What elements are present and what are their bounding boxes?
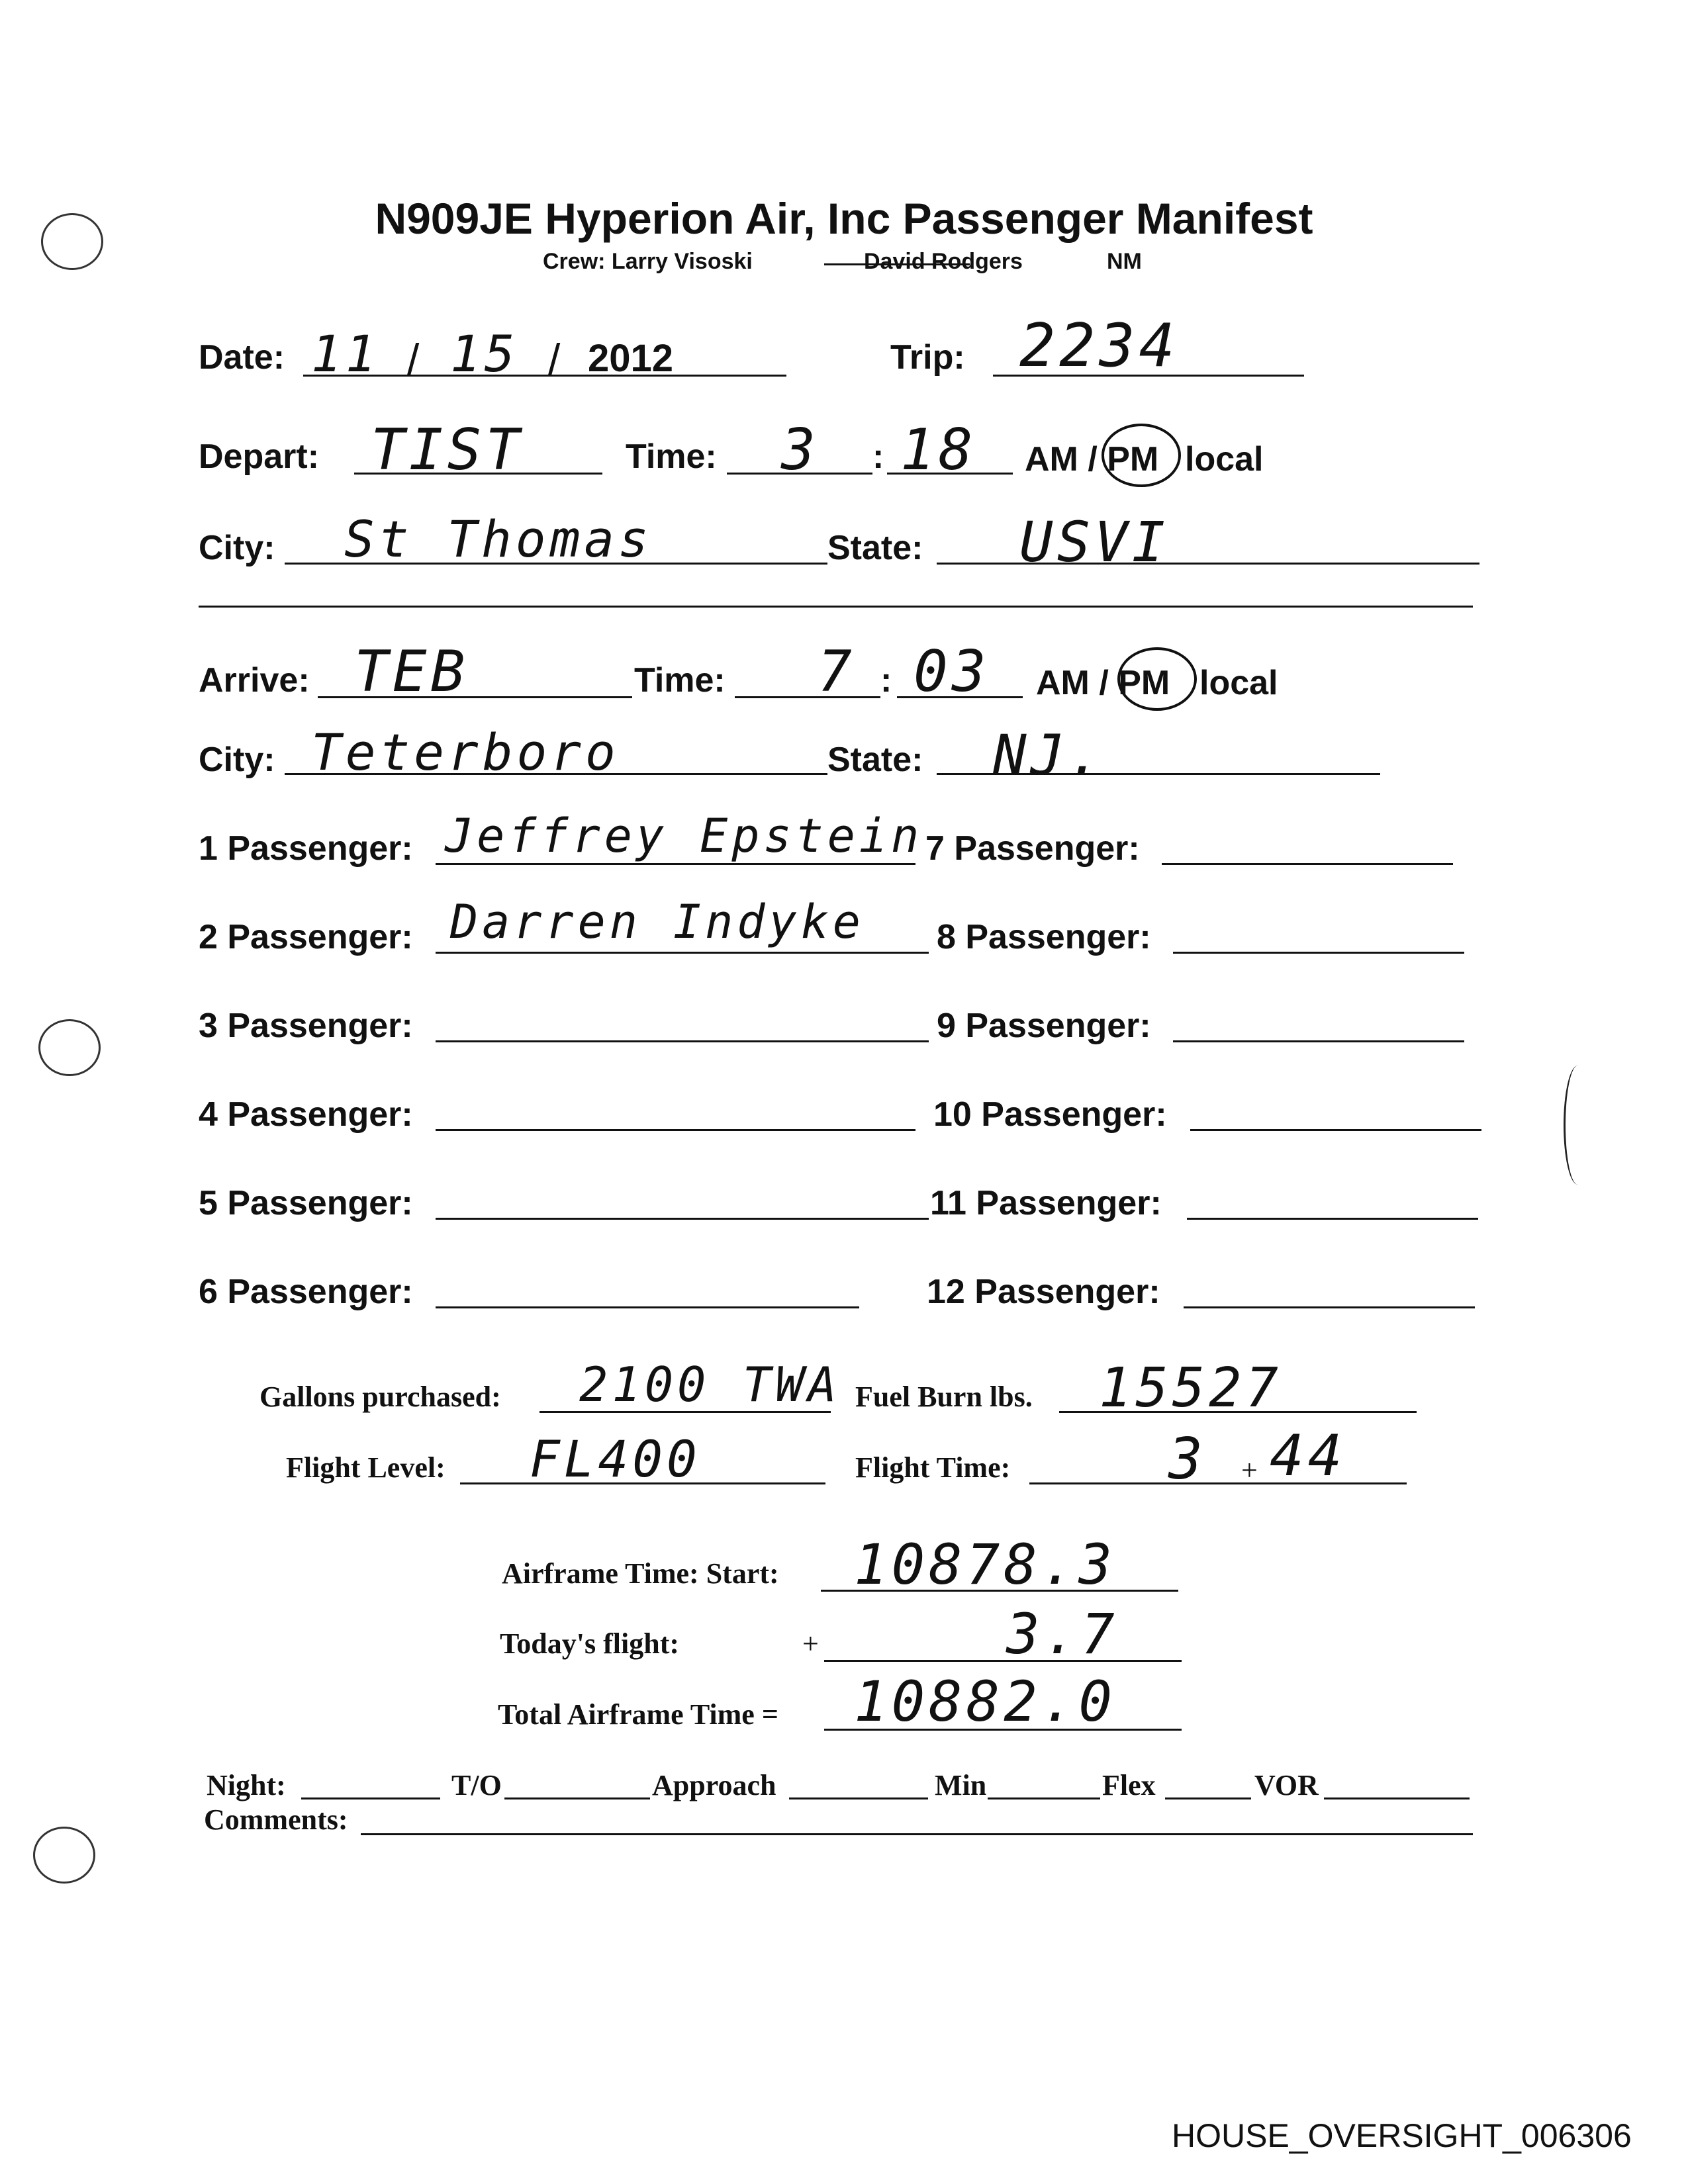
depart-code: TIST	[371, 417, 524, 483]
passenger-10-line	[1190, 1129, 1481, 1131]
arrive-state-value: NJ.	[993, 723, 1105, 788]
margin-mark	[1564, 1066, 1592, 1185]
gallons-value: 2100 TWA	[579, 1357, 841, 1412]
crew-label: Crew:	[543, 249, 606, 274]
depart-city-value: St Thomas	[344, 510, 653, 569]
passenger-4-label: 4 Passenger:	[199, 1095, 413, 1134]
crew-pilot: Larry Visoski	[611, 249, 753, 274]
date-month: 11	[311, 324, 380, 383]
crew-row	[543, 249, 753, 275]
depart-state-label: State:	[827, 529, 923, 567]
passenger-3-line	[436, 1040, 929, 1042]
arrive-hour-line	[735, 696, 880, 698]
min-label: Min	[935, 1769, 987, 1801]
total-airframe-value: 10882.0	[854, 1669, 1117, 1734]
copilot-strikethrough	[824, 263, 970, 265]
passenger-11-label: 11 Passenger:	[930, 1184, 1162, 1222]
passenger-12-label: 12 Passenger:	[927, 1273, 1160, 1311]
total-airframe-label: Total Airframe Time =	[498, 1698, 778, 1731]
page-title: N909JE Hyperion Air, Inc Passenger Manifest	[375, 194, 1313, 243]
depart-extra-line	[199, 606, 1473, 608]
depart-hour: 3	[781, 417, 820, 483]
binder-hole-middle	[38, 1019, 101, 1076]
comments-label: Comments:	[204, 1803, 348, 1836]
date-slash-2: /	[548, 335, 561, 384]
arrive-minute: 03	[914, 639, 990, 705]
depart-minute: 18	[900, 417, 977, 483]
arrive-city-label: City:	[199, 741, 275, 779]
date-slash-1: /	[407, 335, 420, 384]
fuel-burn-label: Fuel Burn lbs.	[855, 1381, 1033, 1413]
arrive-code: TEB	[354, 639, 469, 705]
night-line	[301, 1797, 440, 1799]
todays-flight-label: Today's flight:	[500, 1627, 680, 1660]
depart-time-label: Time:	[626, 437, 717, 476]
passenger-7-label: 7 Passenger:	[925, 829, 1140, 868]
crew-copilot: David Rodgers	[864, 249, 1023, 274]
passenger-8-label: 8 Passenger:	[937, 918, 1151, 956]
passenger-2-line	[436, 952, 929, 954]
depart-label: Depart:	[199, 437, 320, 476]
vor-line	[1324, 1797, 1470, 1799]
flight-time-hours: 3	[1168, 1426, 1207, 1492]
passenger-4-line	[436, 1129, 915, 1131]
todays-flight-line	[824, 1660, 1182, 1662]
to-label: T/O	[451, 1769, 502, 1801]
approach-line	[789, 1797, 928, 1799]
date-label: Date:	[199, 338, 285, 377]
fuel-burn-value: 15527	[1099, 1357, 1282, 1420]
flight-time-minutes: 44	[1270, 1423, 1346, 1489]
arrive-ampm: AM / PM	[1036, 664, 1170, 702]
passenger-6-line	[436, 1306, 859, 1308]
depart-pm-circle	[1102, 424, 1181, 487]
passenger-8-line	[1173, 952, 1464, 954]
arrive-state-label: State:	[827, 741, 923, 779]
flex-line	[1165, 1797, 1251, 1799]
depart-city-label: City:	[199, 529, 275, 567]
passenger-3-label: 3 Passenger:	[199, 1007, 413, 1045]
flight-level-value: FL400	[530, 1430, 701, 1488]
depart-state-line	[937, 563, 1479, 565]
arrive-label: Arrive:	[199, 661, 310, 700]
depart-ampm: AM / PM	[1025, 440, 1159, 478]
passenger-5-line	[436, 1218, 929, 1220]
flight-time-plus: +	[1241, 1454, 1258, 1486]
airframe-start-value: 10878.3	[854, 1532, 1117, 1597]
binder-hole-bottom	[33, 1827, 95, 1884]
arrive-time-label: Time:	[634, 661, 726, 700]
arrive-pm-circle	[1117, 647, 1197, 711]
passenger-10-label: 10 Passenger:	[933, 1095, 1167, 1134]
approach-label: Approach	[652, 1769, 776, 1801]
flex-label: Flex	[1102, 1769, 1156, 1801]
gallons-label: Gallons purchased:	[259, 1381, 501, 1413]
trip-label: Trip:	[890, 338, 965, 377]
passenger-1-line	[436, 863, 915, 865]
trip-value: 2234	[1019, 311, 1179, 381]
depart-colon: :	[872, 437, 884, 476]
passenger-2-name: Darren Indyke	[450, 895, 865, 949]
passenger-11-line	[1187, 1218, 1478, 1220]
passenger-9-line	[1173, 1040, 1464, 1042]
passenger-12-line	[1184, 1306, 1475, 1308]
passenger-5-label: 5 Passenger:	[199, 1184, 413, 1222]
todays-flight-plus: +	[802, 1627, 819, 1660]
arrive-city-value: Teterboro	[311, 723, 620, 782]
vor-label: VOR	[1254, 1769, 1319, 1801]
flight-level-label: Flight Level:	[286, 1451, 445, 1484]
date-year: 2012	[588, 337, 674, 380]
flight-time-label: Flight Time:	[855, 1451, 1011, 1484]
arrive-hour: 7	[818, 639, 856, 705]
todays-flight-value: 3.7	[1006, 1602, 1119, 1666]
comments-line	[361, 1833, 1473, 1835]
arrive-local: local	[1199, 664, 1278, 702]
to-line	[504, 1797, 650, 1799]
passenger-2-label: 2 Passenger:	[199, 918, 413, 956]
depart-state-value: USVI	[1019, 510, 1170, 574]
arrive-colon: :	[880, 661, 892, 700]
depart-local: local	[1185, 440, 1264, 478]
passenger-6-label: 6 Passenger:	[199, 1273, 413, 1311]
passenger-7-line	[1162, 863, 1453, 865]
min-line	[988, 1797, 1100, 1799]
flight-time-line	[1029, 1482, 1407, 1484]
crew-other: NM	[1107, 249, 1142, 274]
airframe-start-label: Airframe Time: Start:	[502, 1557, 779, 1590]
passenger-1-name: Jeffrey Epstein	[445, 809, 923, 863]
document-id: HOUSE_OVERSIGHT_006306	[1172, 2117, 1632, 2154]
night-label: Night:	[207, 1769, 286, 1801]
date-day: 15	[450, 324, 519, 383]
passenger-9-label: 9 Passenger:	[937, 1007, 1151, 1045]
passenger-1-label: 1 Passenger:	[199, 829, 413, 868]
